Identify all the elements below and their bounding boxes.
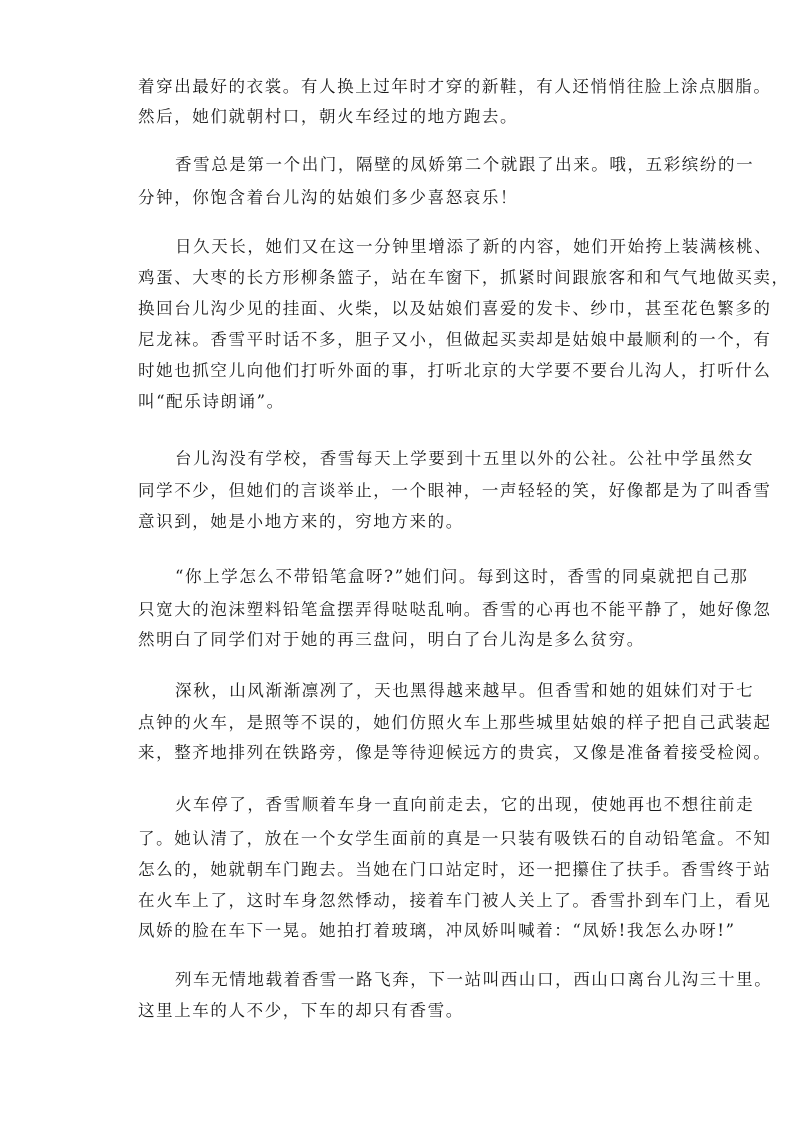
- text-line: 台儿沟没有学校，香雪每天上学要到十五里以外的公社。公社中学虽然女: [175, 449, 755, 468]
- text-line: “你上学怎么不带铅笔盒呀?”她们问。每到这时，香雪的同桌就把自己那: [175, 567, 749, 586]
- text-line: 怎么的，她就朝车门跑去。当她在门口站定时，还一把攥住了扶手。香雪终于站: [138, 860, 772, 879]
- text-line: 鸡蛋、大枣的长方形柳条篮子，站在车窗下，抓紧时间跟旅客和和气气地做买卖，: [138, 268, 790, 287]
- text-line: 着穿出最好的衣裳。有人换上过年时才穿的新鞋，有人还悄悄往脸上涂点胭脂。: [138, 77, 772, 96]
- text-line: 香雪总是第一个出门，隔壁的凤娇第二个就跟了出来。哦，五彩缤纷的一: [175, 155, 755, 174]
- text-line: 分钟，你饱含着台儿沟的姑娘们多少喜怒哀乐！: [138, 188, 519, 207]
- text-line: 然后，她们就朝村口，朝火车经过的地方跑去。: [138, 107, 519, 126]
- text-line: 时她也抓空儿向他们打听外面的事，打听北京的大学要不要台儿沟人，打听什么: [138, 361, 772, 380]
- text-line: 尼龙袜。香雪平时话不多，胆子又小，但做起买卖却是姑娘中最顺利的一个，有: [138, 330, 772, 349]
- text-line: 火车停了，香雪顺着车身一直向前走去，它的出现，使她再也不想往前走: [175, 795, 755, 814]
- text-line: 换回台儿沟少见的挂面、火柴，以及姑娘们喜爱的发卡、纱巾，甚至花色繁多的: [138, 299, 772, 318]
- text-line: 来，整齐地排列在铁路旁，像是等待迎候远方的贵宾，又像是准备着接受检阅。: [138, 743, 772, 762]
- text-line: 在火车上了，这时车身忽然悸动，接着车门被人关上了。香雪扑到车门上，看见: [138, 891, 772, 910]
- text-line: 深秋，山风渐渐凛冽了，天也黑得越来越早。但香雪和她的姐妹们对于七: [175, 681, 755, 700]
- text-line: 同学不少，但她们的言谈举止，一个眼神，一声轻轻的笑，好像都是为了叫香雪: [138, 481, 772, 500]
- text-line: 了。她认清了，放在一个女学生面前的真是一只装有吸铁石的自动铅笔盒。不知: [138, 829, 772, 848]
- text-line: 叫“配乐诗朗诵”。: [138, 392, 285, 411]
- text-line: 凤娇的脸在车下一晃。她拍打着玻璃，冲凤娇叫喊着：“凤娇!我怎么办呀!”: [138, 921, 736, 940]
- text-line: 意识到，她是小地方来的，穷地方来的。: [138, 512, 464, 531]
- text-line: 然明白了同学们对于她的再三盘问，明白了台儿沟是多么贫穷。: [138, 630, 645, 649]
- text-line: 日久天长，她们又在这一分钟里增添了新的内容，她们开始挎上装满核桃、: [175, 237, 773, 256]
- text-line: 列车无情地载着香雪一路飞奔，下一站叫西山口，西山口离台儿沟三十里。: [175, 970, 773, 989]
- text-line: 只宽大的泡沫塑料铅笔盒摆弄得哒哒乱响。香雪的心再也不能平静了，她好像忽: [138, 600, 772, 619]
- text-line: 这里上车的人不少，下车的却只有香雪。: [138, 1001, 464, 1020]
- text-line: 点钟的火车，是照等不误的，她们仿照火车上那些城里姑娘的样子把自己武装起: [138, 713, 772, 732]
